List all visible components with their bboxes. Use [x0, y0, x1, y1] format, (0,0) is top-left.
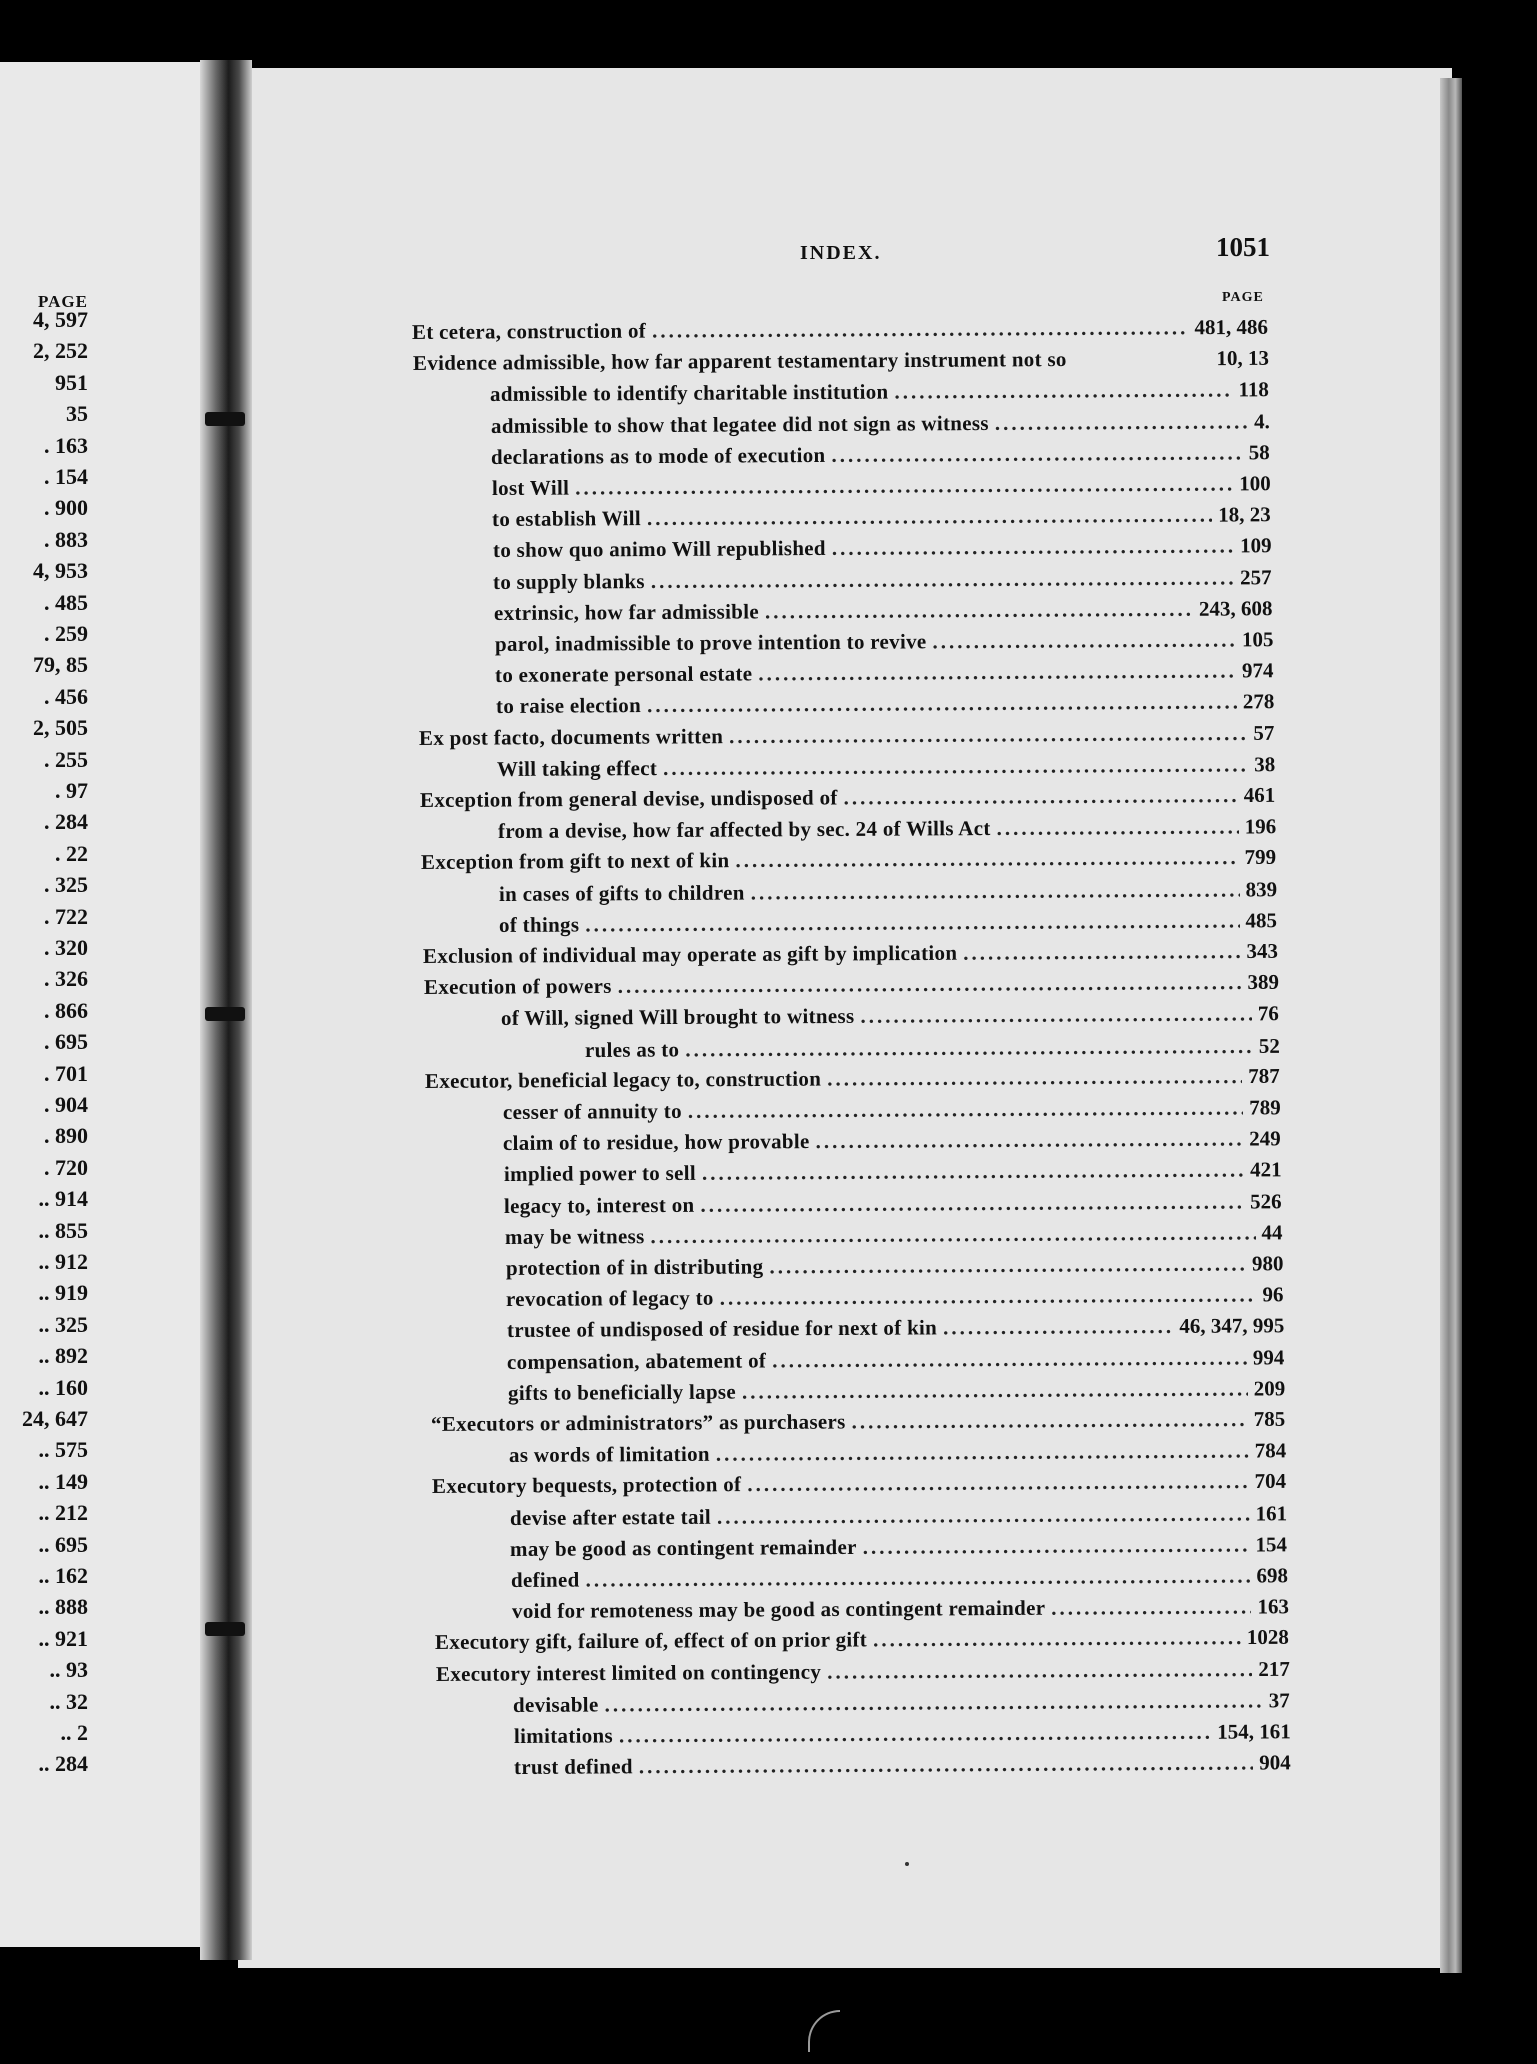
index-page-reference: 704 — [1254, 1469, 1287, 1494]
index-entry — [514, 1750, 1291, 1785]
index-entry — [412, 346, 1268, 381]
index-page-reference: 698 — [1256, 1563, 1289, 1588]
index-entry — [499, 877, 1277, 912]
index-page-reference: 343 — [1246, 938, 1279, 963]
index-term: Evidence admissible, how far apparent testamentary instrument not so — [412, 347, 1067, 376]
left-page-number: . 255 — [44, 746, 88, 772]
dot-leader — [619, 1720, 1211, 1749]
index-term: admissible to identify charitable institution — [490, 379, 889, 407]
index-entry — [412, 315, 1268, 350]
page-edge — [1440, 78, 1462, 1973]
index-entry — [420, 783, 1275, 818]
index-entry — [511, 1594, 1288, 1629]
left-page-number: .. 149 — [38, 1468, 88, 1494]
index-page-reference: 18, 23 — [1218, 502, 1272, 527]
index-entry — [513, 1688, 1290, 1723]
index-term: Exception from gift to next of kin — [421, 848, 730, 875]
index-term: parol, inadmissible to prove intention to revive — [494, 629, 927, 656]
index-page-reference: 904 — [1259, 1750, 1292, 1775]
index-term: void for remoteness may be good as contingent remainder — [511, 1595, 1045, 1624]
index-term: as words of limitation — [508, 1441, 710, 1468]
left-page-number: 4, 597 — [33, 307, 88, 332]
index-entry — [492, 471, 1271, 506]
left-page-number: 951 — [55, 369, 88, 395]
index-page-reference: 784 — [1254, 1438, 1287, 1463]
dot-leader — [844, 783, 1238, 810]
dot-leader — [765, 597, 1193, 625]
binding-tab — [205, 412, 245, 426]
dot-leader — [748, 1469, 1249, 1497]
dot-leader — [701, 1189, 1245, 1217]
dot-leader — [996, 815, 1238, 841]
dot-leader — [652, 315, 1189, 343]
left-page-number: .. 162 — [38, 1563, 88, 1588]
index-term: trustee of undisposed of residue for next of kin — [506, 1315, 937, 1343]
index-term: protection of in distributing — [505, 1254, 763, 1280]
left-page-number: .. 93 — [49, 1657, 88, 1683]
dot-leader — [742, 1376, 1248, 1404]
left-page-number: . 154 — [44, 464, 88, 489]
index-term: Executory interest limited on contingency — [435, 1659, 821, 1686]
index-term: Execution of powers — [423, 974, 612, 1000]
dot-leader — [586, 1563, 1251, 1592]
binding-tab — [205, 1007, 245, 1021]
index-entry — [497, 752, 1275, 787]
index-page-reference: 105 — [1241, 627, 1274, 652]
index-page-reference: 461 — [1243, 782, 1276, 807]
dot-leader — [639, 1751, 1254, 1780]
index-page-reference: 196 — [1244, 814, 1277, 839]
index-term: cesser of annuity to — [502, 1098, 682, 1124]
index-page-reference: 421 — [1249, 1157, 1282, 1182]
index-page-reference: 389 — [1246, 969, 1279, 995]
left-page-number: .. 325 — [38, 1311, 88, 1337]
dot-leader — [575, 471, 1233, 500]
dot-leader — [832, 534, 1234, 561]
dot-leader — [863, 1532, 1250, 1559]
index-term: to raise election — [495, 693, 641, 719]
index-term: Executory gift, failure of, effect of on prior gift — [435, 1627, 868, 1655]
index-page-reference: 109 — [1239, 533, 1272, 558]
left-page-number: .. 855 — [38, 1217, 88, 1243]
index-page-reference: 37 — [1268, 1688, 1291, 1713]
index-page-reference: 217 — [1257, 1656, 1290, 1681]
index-page-reference: 257 — [1240, 564, 1273, 590]
dot-leader — [717, 1501, 1250, 1529]
index-entry — [491, 409, 1270, 444]
dot-leader — [647, 503, 1212, 531]
left-page-number: .. 914 — [38, 1186, 88, 1212]
left-page-number: 79, 85 — [33, 652, 88, 678]
dot-leader — [716, 1439, 1249, 1467]
left-page-number: . 22 — [55, 840, 88, 866]
index-term: revocation of legacy to — [505, 1285, 714, 1312]
left-page-number: .. 32 — [49, 1688, 88, 1714]
left-page-number: . 284 — [44, 809, 88, 835]
dot-leader — [685, 1034, 1253, 1062]
index-term: of Will, signed Will brought to witness — [501, 1004, 855, 1031]
index-page-reference: 161 — [1255, 1500, 1288, 1526]
dot-leader — [702, 1158, 1244, 1186]
left-page-number: 2, 505 — [33, 715, 88, 741]
index-entry — [421, 845, 1276, 880]
dot-leader — [932, 627, 1236, 654]
index-term: implied power to sell — [503, 1161, 696, 1187]
index-entry — [495, 658, 1274, 693]
index-page-reference: 980 — [1251, 1251, 1284, 1276]
index-entry — [507, 1345, 1285, 1380]
index-page-reference: 485 — [1245, 908, 1278, 933]
index-term: claim of to residue, how provable — [503, 1129, 810, 1156]
index-term: Et cetera, construction of — [411, 318, 647, 344]
index-term: admissible to show that legatee did not sign as witness — [490, 410, 989, 438]
index-entry — [425, 1064, 1280, 1099]
dot-leader — [827, 1064, 1242, 1092]
dot-leader — [816, 1127, 1244, 1155]
index-term: Executor, beneficial legacy to, construction — [425, 1066, 822, 1093]
index-entry — [419, 720, 1275, 755]
index-page-reference: 787 — [1248, 1063, 1281, 1088]
index-entry — [432, 1469, 1286, 1504]
index-page-reference: 100 — [1238, 471, 1271, 496]
index-term: to show quo animo Will republished — [492, 536, 826, 563]
dot-leader — [586, 908, 1240, 937]
index-term: may be good as contingent remainder — [510, 1534, 858, 1561]
index-term: from a devise, how far affected by sec. 24 of Wills Act — [497, 816, 991, 844]
index-term: devisable — [513, 1692, 599, 1717]
index-entry — [491, 440, 1270, 475]
index-page-reference: 52 — [1258, 1033, 1280, 1058]
dot-leader — [994, 409, 1247, 436]
index-page-reference: 38 — [1253, 752, 1276, 777]
dot-leader — [860, 1002, 1252, 1029]
index-term: compensation, abatement of — [507, 1348, 767, 1374]
index-term: gifts to beneficially lapse — [507, 1379, 736, 1405]
left-page-number: .. 912 — [38, 1249, 88, 1274]
index-page-reference: 209 — [1253, 1376, 1286, 1401]
index-entry — [494, 596, 1273, 631]
dot-leader — [751, 877, 1240, 905]
index-term: limitations — [513, 1723, 613, 1748]
index-page-reference: 44 — [1261, 1220, 1283, 1245]
index-page-reference: 1028 — [1246, 1625, 1290, 1650]
index-page-reference: 243, 608 — [1198, 596, 1273, 621]
left-page-number: . 720 — [44, 1154, 88, 1180]
dot-leader — [729, 721, 1247, 749]
dot-leader — [651, 565, 1234, 594]
left-page-number: . 701 — [44, 1060, 88, 1086]
index-term: Executory bequests, protection of — [432, 1472, 742, 1499]
index-entry — [503, 1095, 1281, 1130]
page-number: 1051 — [1216, 232, 1270, 262]
index-entry — [511, 1563, 1288, 1598]
index-page-reference: 154 — [1255, 1532, 1288, 1557]
left-page-number: .. 284 — [38, 1751, 88, 1777]
index-term: to exonerate personal estate — [494, 661, 753, 688]
left-facing-page — [0, 62, 222, 1947]
dot-leader — [650, 1220, 1255, 1249]
left-page-number: . 904 — [44, 1092, 88, 1117]
index-entry — [504, 1158, 1282, 1193]
index-term: lost Will — [491, 475, 570, 500]
left-page-number: . 883 — [44, 526, 88, 552]
dot-leader — [832, 440, 1243, 468]
index-entry — [510, 1532, 1287, 1567]
index-page-reference: 785 — [1253, 1406, 1286, 1431]
left-page-number: . 900 — [44, 495, 88, 521]
index-term: to establish Will — [492, 506, 642, 532]
index-page-reference: 10, 13 — [1215, 345, 1269, 371]
left-page-number: . 326 — [44, 966, 88, 992]
index-page-reference: 154, 161 — [1216, 1719, 1291, 1744]
dot-leader — [758, 659, 1236, 687]
left-page-number: .. 921 — [38, 1625, 88, 1651]
left-page-number: . 722 — [44, 903, 88, 929]
index-page-reference: 994 — [1252, 1344, 1285, 1370]
index-entry — [508, 1376, 1285, 1411]
running-head-title: INDEX. — [800, 242, 882, 264]
index-entry — [499, 908, 1277, 943]
left-page-number: 2, 252 — [33, 338, 88, 364]
index-term: rules as to — [584, 1037, 679, 1062]
index-term: “Executors or administrators” as purchasers — [431, 1409, 846, 1436]
index-term: Will taking effect — [496, 755, 657, 781]
dot-leader — [1051, 1595, 1251, 1621]
left-page-number: . 325 — [44, 872, 88, 898]
dot-leader — [605, 1688, 1263, 1717]
left-page-number: .. 575 — [38, 1437, 88, 1463]
index-page-reference: 799 — [1244, 845, 1277, 870]
left-page-number: . 890 — [44, 1123, 88, 1149]
index-term: legacy to, interest on — [504, 1192, 695, 1218]
index-term: trust defined — [514, 1754, 634, 1780]
index-entry — [431, 1407, 1285, 1442]
left-page-number: 35 — [66, 401, 88, 427]
left-page-number: . 695 — [44, 1029, 88, 1055]
index-term: of things — [499, 912, 580, 937]
index-entry — [436, 1656, 1290, 1691]
dot-leader — [663, 752, 1248, 781]
index-page-reference: 57 — [1253, 720, 1275, 745]
binding-tab — [205, 1622, 245, 1636]
index-page-reference: 163 — [1256, 1594, 1289, 1619]
index-entry — [507, 1314, 1285, 1349]
dot-leader — [772, 1345, 1247, 1373]
left-page-number: . 866 — [44, 997, 88, 1023]
index-term: Exception from general devise, undisposed of — [420, 785, 838, 812]
index-entry — [423, 970, 1278, 1005]
index-entry — [585, 1033, 1280, 1067]
index-entry — [490, 378, 1269, 413]
index-entry — [492, 502, 1271, 537]
index-entry — [501, 1002, 1279, 1037]
scan-speck — [905, 1862, 909, 1866]
index-term: to supply blanks — [493, 568, 646, 594]
index-page-reference: 526 — [1250, 1188, 1283, 1214]
left-page-number: . 259 — [44, 621, 88, 646]
dot-leader — [647, 690, 1237, 719]
left-page-number: . 163 — [44, 432, 88, 458]
dot-leader — [736, 845, 1239, 873]
index-page-reference: 46, 347, 995 — [1178, 1313, 1285, 1339]
left-page-number: .. 888 — [38, 1594, 88, 1620]
left-page-column-label: PAGE — [38, 292, 88, 311]
index-entry — [505, 1220, 1283, 1255]
index-page-reference: 481, 486 — [1194, 314, 1269, 340]
index-entry — [504, 1189, 1282, 1224]
index-page-reference: 4. — [1253, 408, 1270, 433]
index-entry — [509, 1438, 1286, 1473]
index-page-reference: 839 — [1245, 876, 1278, 902]
dot-leader — [873, 1625, 1241, 1652]
dot-leader — [617, 970, 1241, 999]
index-page-reference: 118 — [1238, 377, 1270, 402]
index-term: declarations as to mode of execution — [491, 442, 826, 469]
dot-leader — [895, 378, 1233, 405]
index-entry — [493, 565, 1272, 600]
left-page-number: .. 892 — [38, 1343, 88, 1369]
index-entry — [506, 1282, 1284, 1317]
index-page-reference: 96 — [1262, 1282, 1284, 1307]
index-page-reference: 278 — [1242, 689, 1275, 714]
index-entry — [493, 534, 1272, 569]
index-term: may be witness — [504, 1223, 645, 1249]
index-page-reference: 974 — [1241, 658, 1274, 683]
index-term: in cases of gifts to children — [498, 880, 745, 906]
left-page-number: 24, 647 — [22, 1406, 88, 1431]
index-entry — [423, 939, 1278, 974]
index-term: extrinsic, how far admissible — [493, 599, 759, 625]
index-entry — [510, 1501, 1287, 1536]
left-page-number: .. 2 — [60, 1720, 88, 1745]
dot-leader — [720, 1283, 1257, 1311]
dot-leader — [769, 1251, 1246, 1279]
left-page-number: .. 695 — [38, 1531, 88, 1557]
dot-leader — [852, 1407, 1248, 1434]
index-term: defined — [510, 1567, 580, 1592]
index-entry — [498, 814, 1276, 849]
index-term: devise after estate tail — [509, 1504, 711, 1530]
index-entry — [496, 690, 1275, 725]
dot-leader — [827, 1657, 1252, 1685]
left-page-number: . 485 — [44, 589, 88, 615]
left-page-number: . 456 — [44, 683, 88, 709]
index-page-reference: 76 — [1257, 1001, 1280, 1026]
left-page-number: 4, 953 — [33, 558, 88, 584]
index-page-reference: 58 — [1248, 440, 1271, 465]
index-entry — [503, 1126, 1281, 1161]
left-page-number: .. 919 — [38, 1280, 88, 1306]
left-page-number: . 97 — [55, 778, 88, 803]
page-curl — [808, 2010, 840, 2052]
index-page-reference: 249 — [1249, 1126, 1282, 1151]
dot-leader — [943, 1314, 1173, 1340]
index-term: Exclusion of individual may operate as gift by implication — [422, 940, 958, 968]
dot-leader — [963, 939, 1240, 966]
index-entry — [514, 1719, 1291, 1754]
index-term: Ex post facto, documents written — [419, 723, 724, 750]
left-page-number: .. 212 — [38, 1500, 88, 1526]
dot-leader — [688, 1095, 1244, 1123]
page-column-label: PAGE — [1222, 290, 1264, 305]
index-entry — [505, 1251, 1283, 1286]
index-page-reference: 789 — [1248, 1095, 1281, 1120]
left-page-number: .. 160 — [38, 1374, 88, 1400]
index-entry — [494, 627, 1273, 662]
index-entry — [435, 1625, 1289, 1660]
left-page-number: . 320 — [44, 935, 88, 960]
